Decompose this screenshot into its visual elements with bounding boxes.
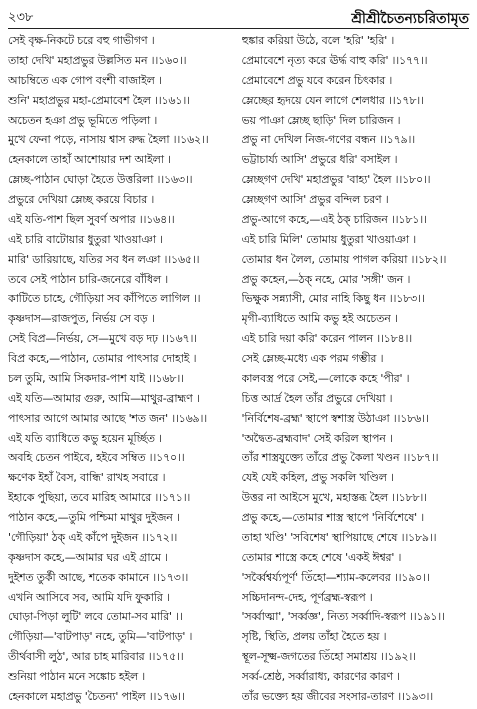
verse-line: প্রভু না দেখিল নিজ-গণের বন্ধন ।।১৭৯।।: [241, 133, 415, 147]
verse-line: তাহা খণ্ডি' 'সবিশেষ' স্থাপিয়াছে শেষে ।।১৮৯।।: [241, 530, 437, 544]
verse-line: এই চারি বাটোয়ার ধুতুরা খাওয়াঞা ।: [8, 232, 163, 246]
verse-line: এই যতি—আমার গুরু, আমি—মাথুর-ব্রাহ্মণ ।: [8, 391, 200, 405]
verse-line: সৃষ্টি, স্থিতি, প্রলয় তাঁহা হৈতে হয় ।: [241, 630, 387, 644]
verse-line: মৃগী-ব্যাধিতে আমি কভু হই অচেতন ।: [241, 312, 398, 326]
verse-line: ম্লেচ্ছগণ আসি' প্রভুর বন্দিল চরণ ।: [241, 193, 389, 206]
verse-line: বিপ্র কহে,—পাঠান, তোমার পাৎসার দোহাই ।: [8, 352, 197, 365]
verse-line: কালবস্ত্র পরে সেই,—লোকে কহে 'পীর' ।: [241, 371, 410, 385]
verse-line: ভয় পাঞা ম্লেচ্ছ ছাড়ি' দিল চারিজন ।: [241, 113, 401, 127]
verse-line: এখনি আসিবে সব, আমি যদি ফুকারি ।: [8, 590, 170, 604]
verse-line: হেনকালে তাহাঁ আশোয়ার দশ আইলা ।: [8, 153, 171, 167]
verse-line: কাটিতে চাহে, গৌড়িয়া সব কাঁপিতে লাগিল ।।: [8, 292, 201, 306]
verse-line: প্রভু-আগে কহে,—এই ঠক্ চারিজন ।।১৮১।।: [241, 212, 427, 226]
verse-line: ম্লেচ্ছের হৃদয়ে যেন লাগে শেলধার ।।১৭৮।।: [241, 93, 424, 107]
verse-line: কৃষ্ণদাস—রাজপুত, নির্ভয় সে বড় ।: [8, 312, 155, 326]
verse-line: চিত্ত আর্দ্র হৈল তাঁর প্রভুরে দেখিয়া ।: [241, 391, 393, 405]
verse-line: প্রভু কহে,—তোমার শাস্ত্র স্থাপে 'নির্বিশেষে' ।: [241, 511, 425, 524]
page-header: [8, 6, 469, 29]
verse-line: প্রভুরে দেখিয়া ম্লেচ্ছ করয়ে বিচার ।: [8, 193, 155, 206]
verse-line: হেনকালে মহাপ্রভু 'চৈতন্য' পাইল ।।১৭৬।।: [8, 689, 185, 703]
verse-line: আচম্বিতে এক গোপ বংশী বাজাইল ।: [8, 73, 162, 87]
verse-line: হুঙ্কার করিয়া উঠে, বলে 'হরি' 'হরি' ।: [241, 34, 395, 47]
verse-line: তাঁর ভক্ত্যে হয় জীবের সংসার-তারণ ।।১৯৩।।: [241, 689, 433, 703]
verse-line: শুনি' মহাপ্রভুর মহা-প্রেমাবেশ হৈল ।।১৬১।।: [8, 93, 190, 107]
verse-line: ঘোড়া-পিড়া লুটি' লবে তোমা-সব মারি' ।।: [8, 610, 183, 624]
verse-line: সচ্চিদানন্দ-দেহ, পূর্ণব্রহ্ম-স্বরূপ ।: [241, 590, 373, 604]
verse-line: ম্লেচ্ছ-পাঠান ঘোড়া হৈতে উত্তরিলা ।।১৬৩।।: [8, 173, 193, 187]
verse-line: ভট্টাচার্য্য আসি' প্রভুরে ধরি' বসাইল ।: [241, 153, 398, 167]
verse-line: 'অদ্বৈত-ব্রহ্মবাদ' সেই করিল স্থাপন ।: [241, 431, 393, 445]
verse-line: তীর্থবাসী লুঠ', আর চাহ মারিবার ।।১৭৫।।: [8, 650, 184, 664]
verse-line: সেই বৃক্ষ-নিকটে চরে বহু গাভীগণ ।: [8, 34, 155, 47]
running-title: শ্রীশ্রীচৈতন্যচরিতামৃত: [351, 11, 469, 27]
verse-line: ইহাকে পুছিয়া, তবে মারিহ আমারে ।।১৭১।।: [8, 491, 191, 505]
right-verse-column: [242, 33, 472, 705]
verse-line: যেই যেই কহিল, প্রভু সকলি খণ্ডিল ।: [241, 471, 394, 485]
verse-line: সেই ম্লেচ্ছ-মধ্যে এক পরম গম্ভীর ।: [241, 352, 384, 365]
verse-line: ভিক্ষুক সন্ন্যাসী, মোর নাহি কিছু ধন ।।১৮৩।।: [241, 292, 425, 306]
verse-line: প্রভু কহেন,—ঠক্ নহে, মোর 'সঙ্গী' জন ।: [241, 272, 411, 286]
verse-line: উত্তর না আইসে মুখে, মহাস্তব্ধ হৈল ।।১৮৮।।: [241, 491, 427, 505]
verse-line: চল তুমি, আমি সিকদার-পাশ যাই ।।১৬৮।।: [8, 371, 184, 385]
left-verse-column: [8, 33, 238, 705]
verse-line: দুইশত তুর্কী আছে, শতেক কামানে ।।১৭৩।।: [8, 570, 189, 584]
verse-line: তোমার ধন লৈল, তোমায় পাগল করিয়া ।।১৮২।।: [241, 252, 447, 266]
verse-line: ম্লেচ্ছগণ দেখি' মহাপ্রভুর 'বাহ্য' হৈল ।।১৮০।।: [241, 173, 431, 187]
verse-line: সর্ব্ব-শ্রেষ্ঠ, সর্ব্বারাধ্য, কারণের কারণ ।: [241, 670, 400, 683]
verse-line: এই যতি ব্যাধিতে কভু হয়েন মূর্চ্ছিত ।: [8, 431, 162, 445]
verse-line: মারি' ডারিয়াছে, যতির সব ধন লঞা ।।১৬৫।।: [8, 252, 200, 266]
verse-line: এই চারি দয়া করি' করেন পালন ।।১৮৪।।: [241, 332, 412, 346]
verse-line: স্থূল-সূক্ষ্ম-জগতের তিঁহো সমাশ্রয় ।।১৯২।।: [241, 650, 416, 664]
verse-line: এই চারি মিলি' তোমায় ধুতুরা খাওয়াঞা ।: [241, 232, 416, 246]
verse-line: তোমার শাস্ত্রে কহে শেষে 'একই ঈশ্বর' ।: [241, 550, 402, 564]
verse-line: তাহা দেখি' মহাপ্রভুর উল্লসিত মন ।।১৬০।।: [8, 53, 187, 67]
verse-line: অচেতন হঞা প্রভু ভূমিতে পড়িলা ।: [8, 113, 158, 127]
verse-line: 'সর্ব্বৈশ্বর্য্যপূর্ণ' তিঁহো—শ্যাম-কলেবর ।।১৯০।।: [241, 570, 430, 584]
verse-line: অবহি চেতন পাইবে, হইবে সম্বিত ।।১৭০।।: [8, 451, 185, 465]
verse-line: ক্ষণেক ইহাঁ বৈস, বান্ধি' রাখহ সবারে ।: [8, 471, 166, 485]
verse-line: প্রেমাবেশে নৃত্য করে ঊর্দ্ধ বাহু করি' ।।১৭৭।।: [241, 53, 428, 67]
verse-line: মুখে ফেনা পড়ে, নাসায় শ্বাস রুদ্ধ হৈলা ।।১৬২।।: [8, 133, 209, 147]
verse-line: কৃষ্ণদাস কহে,—আমার ঘর এই গ্রামে ।: [8, 550, 168, 564]
page-number: ২৩৮: [8, 10, 34, 25]
verse-line: সেই বিপ্র—নির্ভয়, সে—মুখে বড় দঢ় ।।১৬৭।।: [8, 332, 197, 346]
verse-line: তাঁর শাস্ত্রযুক্ত্যে তাঁরে প্রভু কৈলা খণ্ডন ।।১৮৭।।: [241, 451, 439, 465]
verse-line: পাৎসার আগে আমার আছে 'শত জন' ।।১৬৯।।: [8, 411, 207, 425]
verse-line: 'সর্ব্বাত্মা', 'সর্ব্বজ্ঞ', নিত্য সর্ব্বাদি-স্বরূপ ।।১৯১।।: [241, 610, 445, 624]
verse-line: প্রেমাবেশে প্রভু যবে করেন চিৎকার ।: [241, 73, 393, 87]
verse-line: তবে সেই পাঠান চারি-জনেরে বাঁধিল ।: [8, 272, 168, 286]
verse-line: এই যতি-পাশ ছিল সুবর্ণ অপার ।।১৬৪।।: [8, 212, 175, 226]
verse-columns: [8, 33, 471, 705]
verse-line: পাঠান কহে,—তুমি পশ্চিমা মাথুর দুইজন ।: [8, 511, 180, 524]
verse-line: গৌড়িয়া—'বাটপাড়' নহে, তুমি—'বাটপাড়' ।: [8, 630, 193, 644]
verse-line: 'গৌড়িয়া' ঠক্ এই কাঁপে দুইজন ।।১৭২।।: [8, 530, 178, 544]
verse-line: শুনিয়া পাঠান মনে সঙ্কোচ হইল ।: [8, 670, 146, 683]
verse-line: 'নির্বিশেষ-ব্রহ্ম' স্থাপে স্বশাস্ত্র উঠাঞা ।।১৮৬।।: [241, 411, 429, 425]
